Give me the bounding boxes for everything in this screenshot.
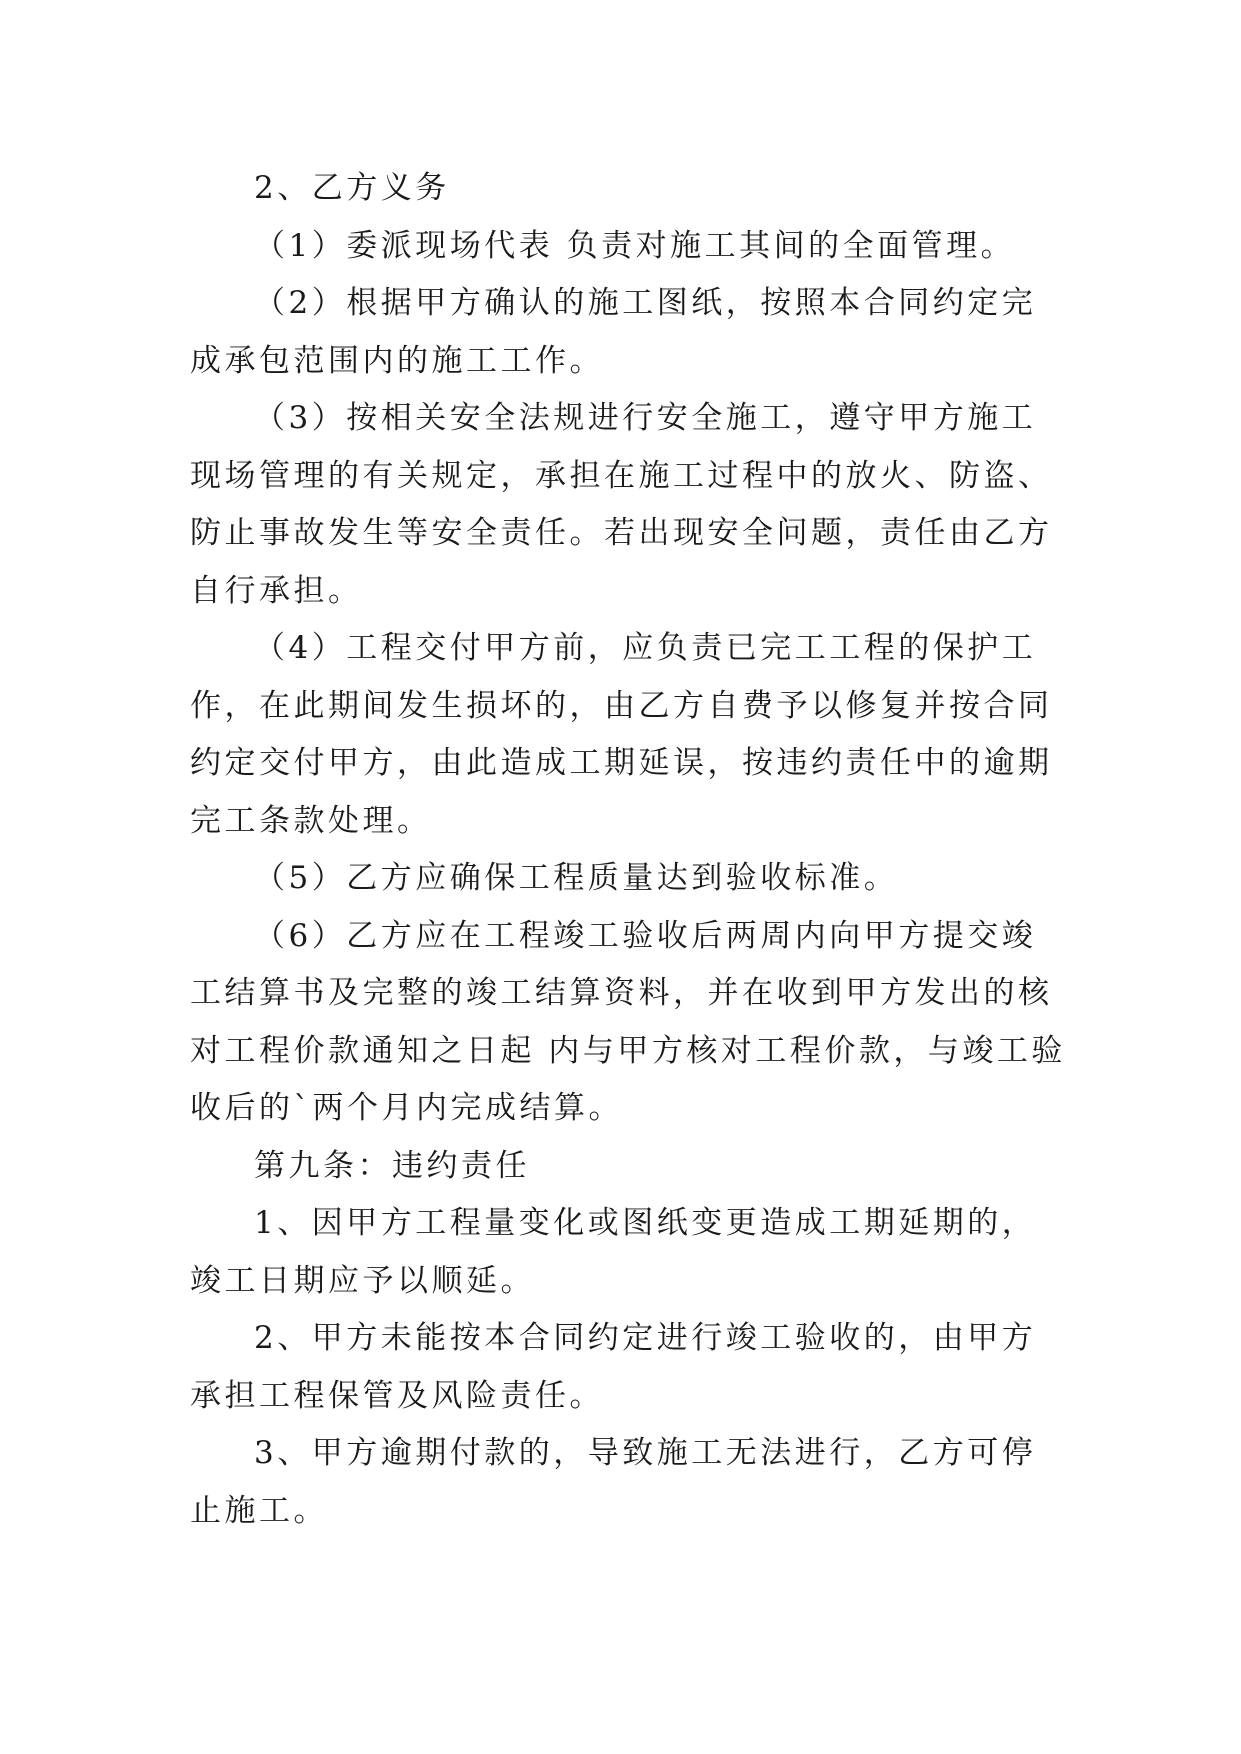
clause-5: （5）乙方应确保工程质量达到验收标准。: [254, 860, 899, 896]
clause-6: （6）乙方应在工程竣工验收后两周内向甲方提交竣工结算书及完整的竣工结算资料，并在收到甲方发出的核对工程价款通知之日起 内与甲方核对工程价款，与竣工验收后的`两个月内完成结算。: [190, 917, 1066, 1126]
document-body: [190, 160, 1070, 1540]
breach-item-1: 1、因甲方工程量变化或图纸变更造成工期延期的，竣工日期应予以顺延。: [190, 1205, 1037, 1299]
section-heading-party-b-obligations: 2、乙方义务: [254, 170, 450, 206]
article-heading-breach-liability: 第九条：违约责任: [254, 1147, 530, 1184]
clause-4: （4）工程交付甲方前，应负责已完工工程的保护工作，在此期间发生损坏的，由乙方自费予以修复并按合同约定交付甲方，由此造成工期延误，按违约责任中的逾期完工条款处理。: [190, 630, 1053, 839]
clause-1: （1）委派现场代表 负责对施工其间的全面管理。: [254, 227, 1016, 264]
clause-3: （3）按相关安全法规进行安全施工，遵守甲方施工现场管理的有关规定，承担在施工过程中的放火、防盗、防止事故发生等安全责任。若出现安全问题，责任由乙方自行承担。: [190, 400, 1053, 609]
breach-item-3: 3、甲方逾期付款的，导致施工无法进行，乙方可停止施工。: [190, 1435, 1037, 1529]
breach-item-2: 2、甲方未能按本合同约定进行竣工验收的，由甲方承担工程保管及风险责任。: [190, 1320, 1037, 1414]
clause-2: （2）根据甲方确认的施工图纸，按照本合同约定完成承包范围内的施工工作。: [190, 285, 1037, 379]
